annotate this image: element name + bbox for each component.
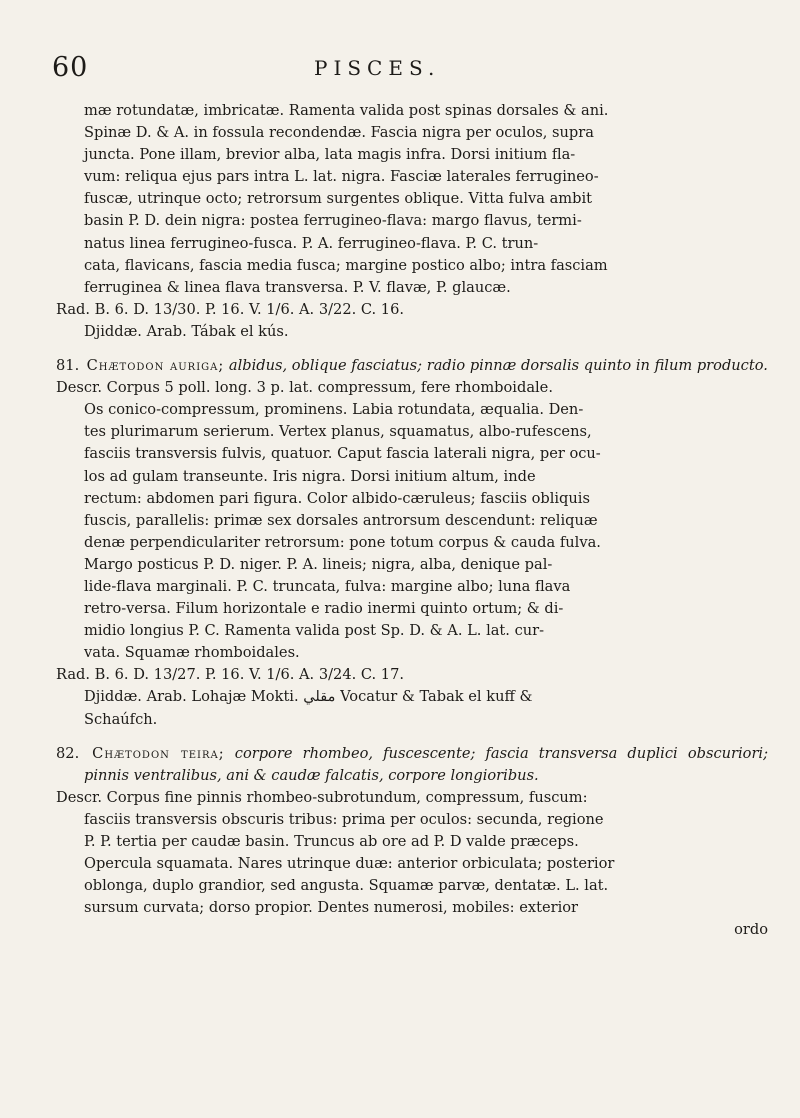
text-line: juncta. Pone illam, brevior alba, lata magis infra. Dorsi initium fla- xyxy=(84,146,576,164)
entry-number: 82. xyxy=(56,744,80,762)
descr-line: Os conico-compressum, prominens. Labia rotundata, æqualia. Den- xyxy=(84,401,584,419)
diagnosis: albidus, oblique fasciatus; radio pinnæ dorsalis quinto in filum producto. xyxy=(228,357,768,375)
text-line: basin P. D. dein nigra: postea ferrugineo-flava: margo flavus, termi- xyxy=(84,212,582,230)
descr-line: tes plurimarum serierum. Vertex planus, squamatus, albo-rufescens, xyxy=(84,423,592,441)
page-number: 60 xyxy=(52,52,89,83)
djiddae-line: Djiddæ. Arab. Tábak el kús. xyxy=(84,322,289,340)
descr-line: lide-flava marginali. P. C. truncata, fulva: margine albo; luna flava xyxy=(84,577,571,595)
species-name: Chætodon teira; xyxy=(92,744,225,762)
descr-line: los ad gulam transeunte. Iris nigra. Dorsi initium altum, inde xyxy=(84,467,536,485)
text-line: natus linea ferrugineo-fusca. P. A. ferrugineo-flava. P. C. trun- xyxy=(84,234,539,252)
text-line: ferruginea & linea flava transversa. P. V. flavæ, P. glaucæ. xyxy=(84,278,511,296)
species-name: Chætodon auriga; xyxy=(86,357,225,375)
descr-line: vata. Squamæ rhomboidales. xyxy=(84,644,300,662)
entry-81-heading xyxy=(56,355,768,377)
descr-line: Margo posticus P. D. niger. P. A. lineis; nigra, alba, denique pal- xyxy=(84,555,553,573)
djiddae-line: Djiddæ. Arab. Lohajæ Mokti. مقلي Vocatur & Tabak el kuff & xyxy=(84,688,533,706)
descr-line: Descr. Corpus 5 poll. long. 3 p. lat. compressum, fere rhomboidale. xyxy=(56,379,553,397)
descr-line: fasciis transversis obscuris tribus: prima per oculos: secunda, regione xyxy=(84,810,604,828)
descr-line: fasciis transversis fulvis, quatuor. Caput fascia laterali nigra, per ocu- xyxy=(84,445,601,463)
page-body xyxy=(56,100,768,941)
running-title: PISCES. xyxy=(314,56,441,80)
descr-line: sursum curvata; dorso propior. Dentes numerosi, mobiles: exterior xyxy=(84,899,579,917)
text-line: Spinæ D. & A. in fossula recondendæ. Fascia nigra per oculos, supra xyxy=(84,124,594,142)
text-line: mæ rotundatæ, imbricatæ. Ramenta valida post spinas dorsales & ani. xyxy=(84,102,609,119)
text-line: fuscæ, utrinque octo; retrorsum surgentes oblique. Vitta fulva ambit xyxy=(84,190,593,208)
catchword: ordo xyxy=(734,921,768,939)
descr-line: midio longius P. C. Ramenta valida post Sp. D. & A. L. lat. cur- xyxy=(84,622,545,640)
text-line: vum: reliqua ejus pars intra L. lat. nigra. Fasciæ laterales ferrugineo- xyxy=(84,168,599,186)
descr-line: Descr. Corpus fine pinnis rhombeo-subrotundum, compressum, fuscum: xyxy=(56,788,588,806)
descr-line: P. P. tertia per caudæ basin. Truncus ab ore ad P. D valde præceps. xyxy=(84,833,579,850)
page-header xyxy=(52,52,752,92)
descr-line: fuscis, parallelis: primæ sex dorsales antrorsum descendunt: reliquæ xyxy=(84,511,598,529)
rad-line: Rad. B. 6. D. 13/27. P. 16. V. 1/6. A. 3/24. C. 17. xyxy=(56,666,405,684)
entry-number: 81. xyxy=(56,357,80,375)
descr-line: denæ perpendiculariter retrorsum: pone totum corpus & cauda fulva. xyxy=(84,533,601,551)
text-line: cata, flavicans, fascia media fusca; margine postico albo; intra fasciam xyxy=(84,256,608,274)
descr-line: oblonga, duplo grandior, sed angusta. Squamæ parvæ, dentatæ. L. lat. xyxy=(84,877,609,895)
descr-line: Opercula squamata. Nares utrinque duæ: anterior orbiculata; posterior xyxy=(84,855,615,873)
rad-line: Rad. B. 6. D. 13/30. P. 16. V. 1/6. A. 3/22. C. 16. xyxy=(56,300,405,318)
djiddae-line: Schaúfch. xyxy=(84,710,158,728)
entry-82-heading xyxy=(56,743,768,787)
diagnosis: corpore rhombeo, fuscescente; fascia transversa duplici obscuriori; pinnis ventralibus, ani & caudæ falcatis, corpore longioribus. xyxy=(84,744,769,784)
descr-line: retro-versa. Filum horizontale e radio inermi quinto ortum; & di- xyxy=(84,600,564,618)
descr-line: rectum: abdomen pari figura. Color albido-cæruleus; fasciis obliquis xyxy=(84,489,590,507)
